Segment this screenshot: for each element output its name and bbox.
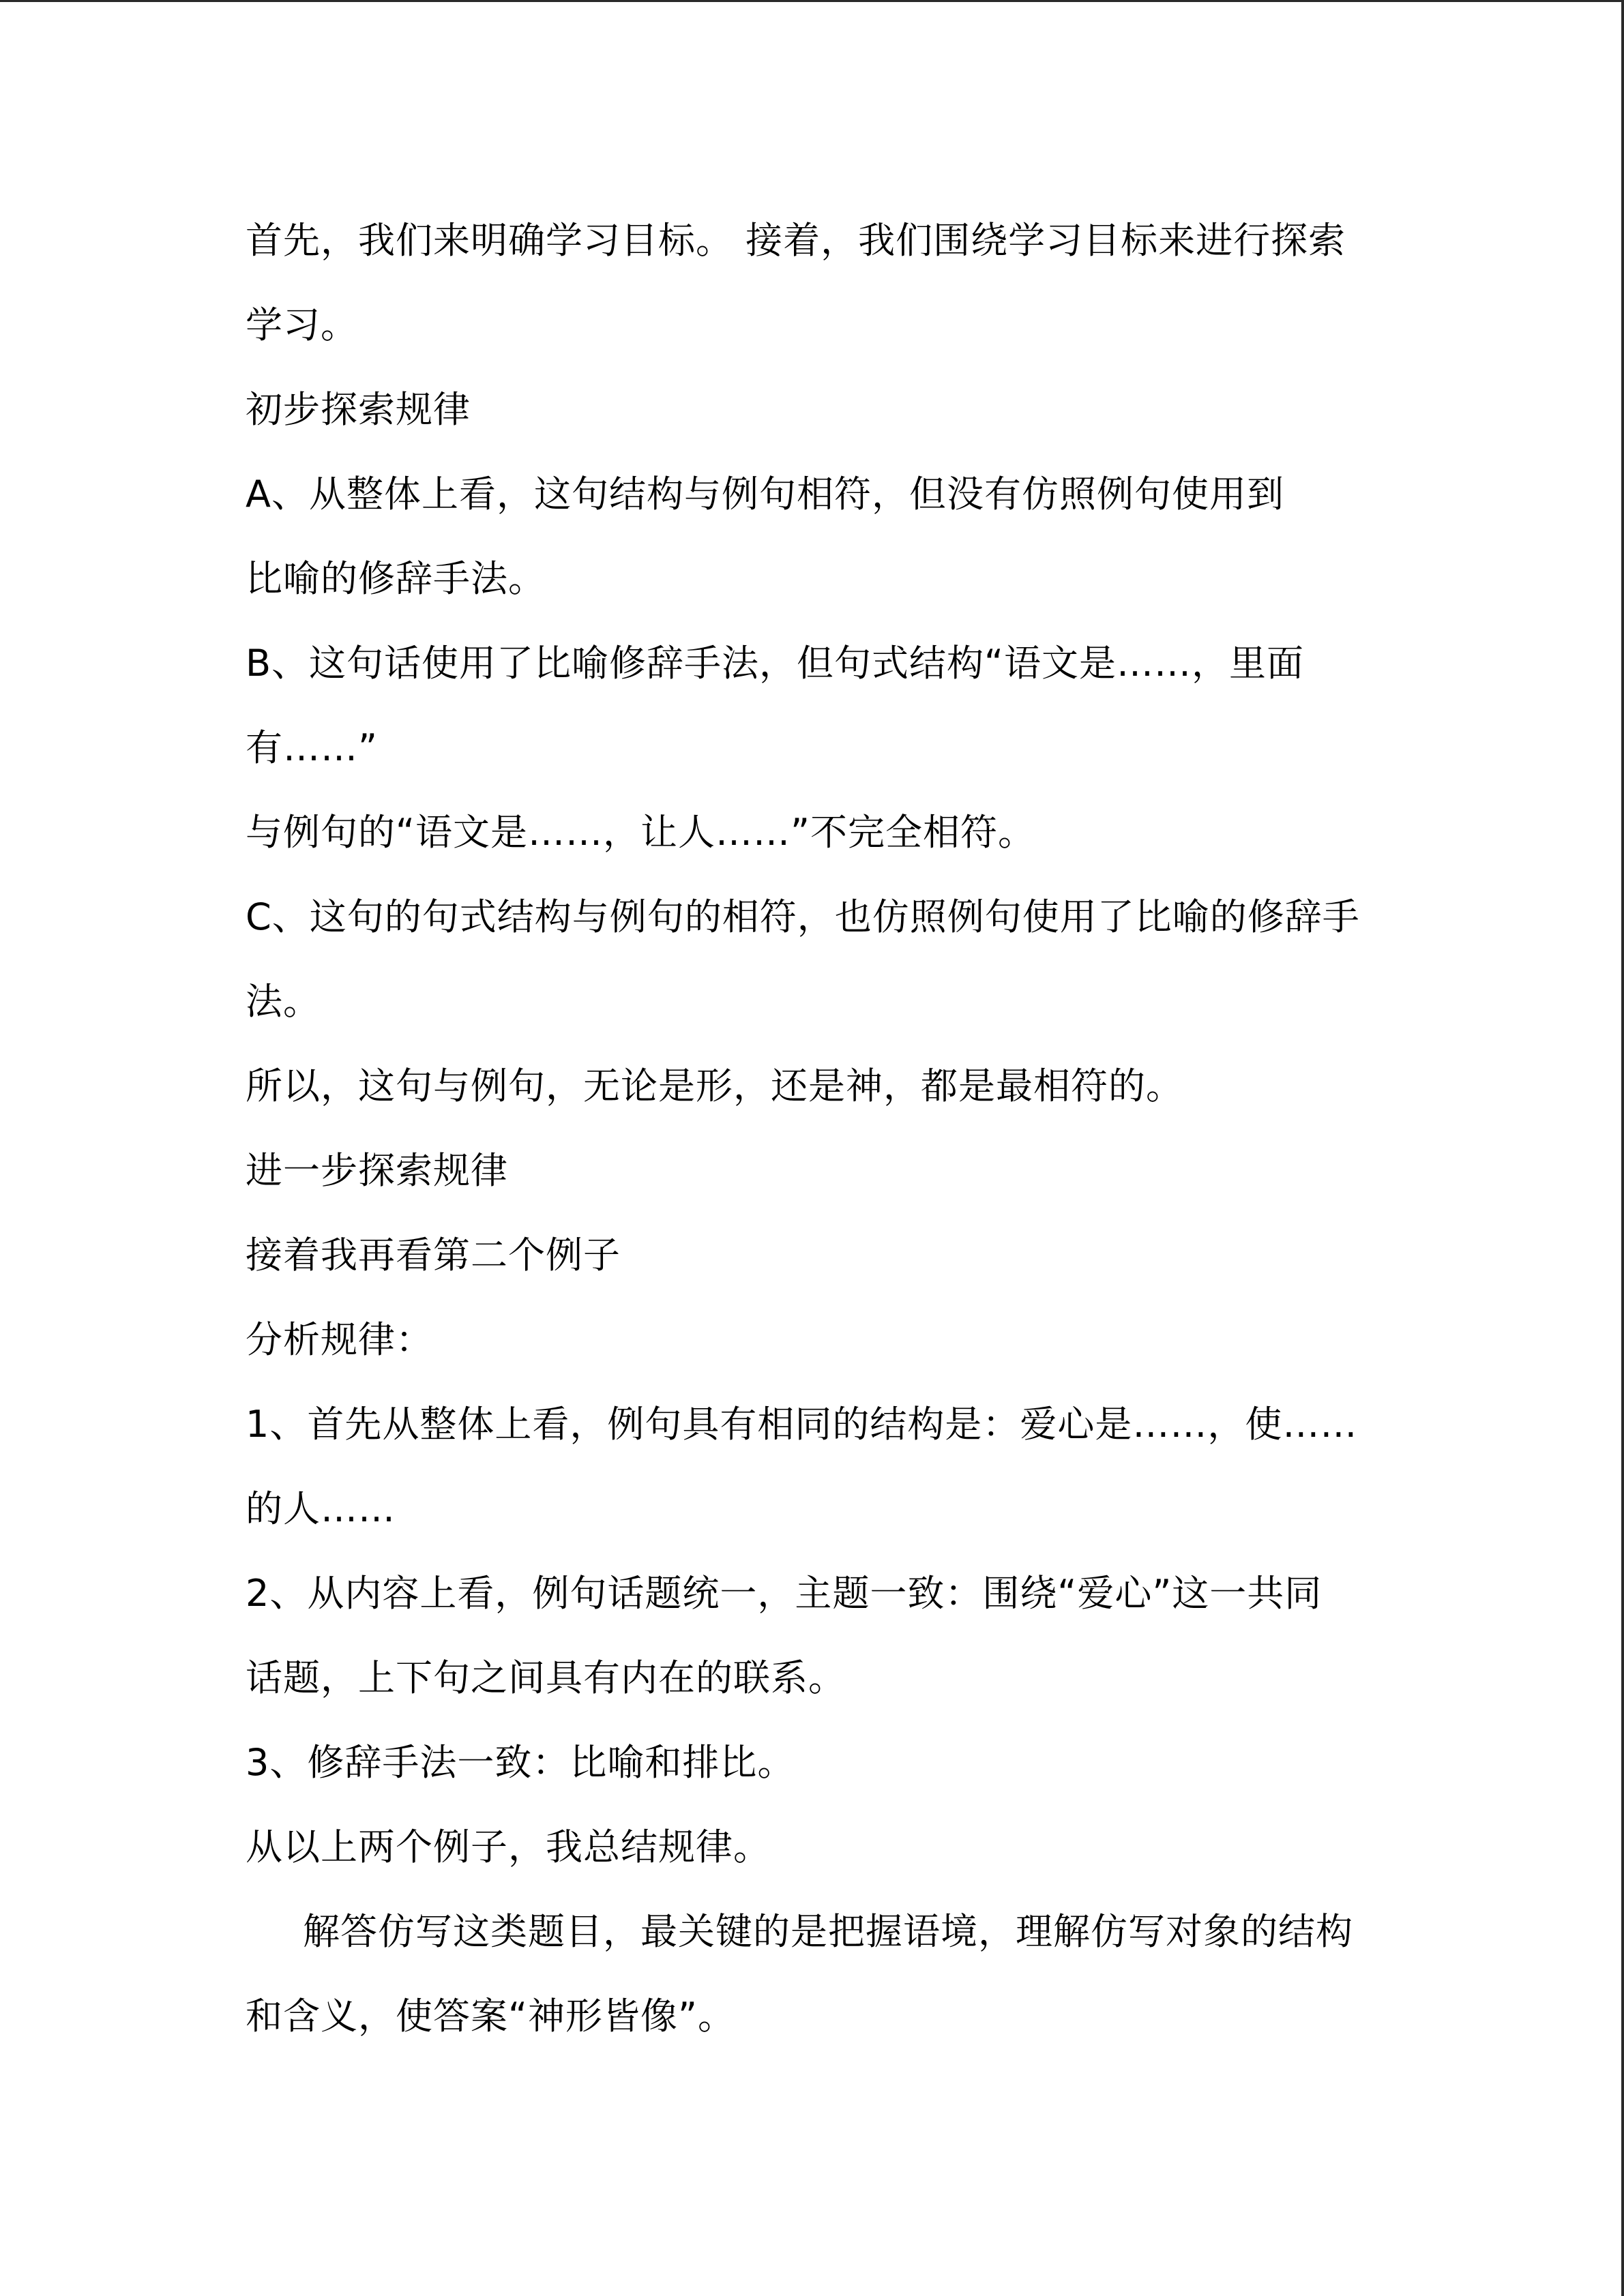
analysis-item-c: C、这句的句式结构与例句的相符，也仿照例句使用了比喻的修辞手 bbox=[246, 895, 1360, 938]
paragraph-line: 学习。 bbox=[246, 303, 358, 346]
document-body bbox=[246, 198, 1391, 2059]
paragraph-line: 比喻的修辞手法。 bbox=[246, 557, 546, 600]
right-border-line bbox=[1621, 0, 1624, 2296]
paragraph-line: 有……” bbox=[246, 726, 378, 769]
top-border-line bbox=[0, 0, 1624, 2]
analysis-item-b: B、这句话使用了比喻修辞手法，但句式结构“语文是……，里面 bbox=[246, 642, 1305, 685]
section-heading: 进一步探索规律 bbox=[246, 1149, 508, 1192]
analysis-item-a: A、从整体上看，这句结构与例句相符，但没有仿照例句使用到 bbox=[246, 473, 1284, 516]
conclusion-line: 所以，这句与例句，无论是形，还是神，都是最相符的。 bbox=[246, 1064, 1183, 1107]
paragraph-line: 从以上两个例子，我总结规律。 bbox=[246, 1825, 771, 1868]
paragraph-line: 和含义，使答案“神形皆像”。 bbox=[246, 1995, 735, 2038]
paragraph-line: 首先，我们来明确学习目标。 接着，我们围绕学习目标来进行探索 bbox=[246, 219, 1346, 262]
paragraph-line: 与例句的“语文是……，让人……”不完全相符。 bbox=[246, 811, 1035, 854]
rule-item-2: 2、从内容上看，例句话题统一，主题一致：围绕“爱心”这一共同 bbox=[246, 1572, 1323, 1615]
paragraph-line: 接着我再看第二个例子 bbox=[246, 1234, 621, 1277]
summary-paragraph: 解答仿写这类题目，最关键的是把握语境，理解仿写对象的结构 bbox=[303, 1910, 1353, 1953]
paragraph-line: 话题，上下句之间具有内在的联系。 bbox=[246, 1656, 846, 1699]
paragraph-line: 的人…… bbox=[246, 1487, 396, 1530]
rule-item-1: 1、首先从整体上看，例句具有相同的结构是：爱心是……，使…… bbox=[246, 1403, 1358, 1446]
rule-item-3: 3、修辞手法一致：比喻和排比。 bbox=[246, 1741, 795, 1784]
paragraph-line: 法。 bbox=[246, 980, 321, 1023]
section-heading: 初步探索规律 bbox=[246, 388, 471, 431]
paragraph-line: 分析规律： bbox=[246, 1318, 433, 1361]
